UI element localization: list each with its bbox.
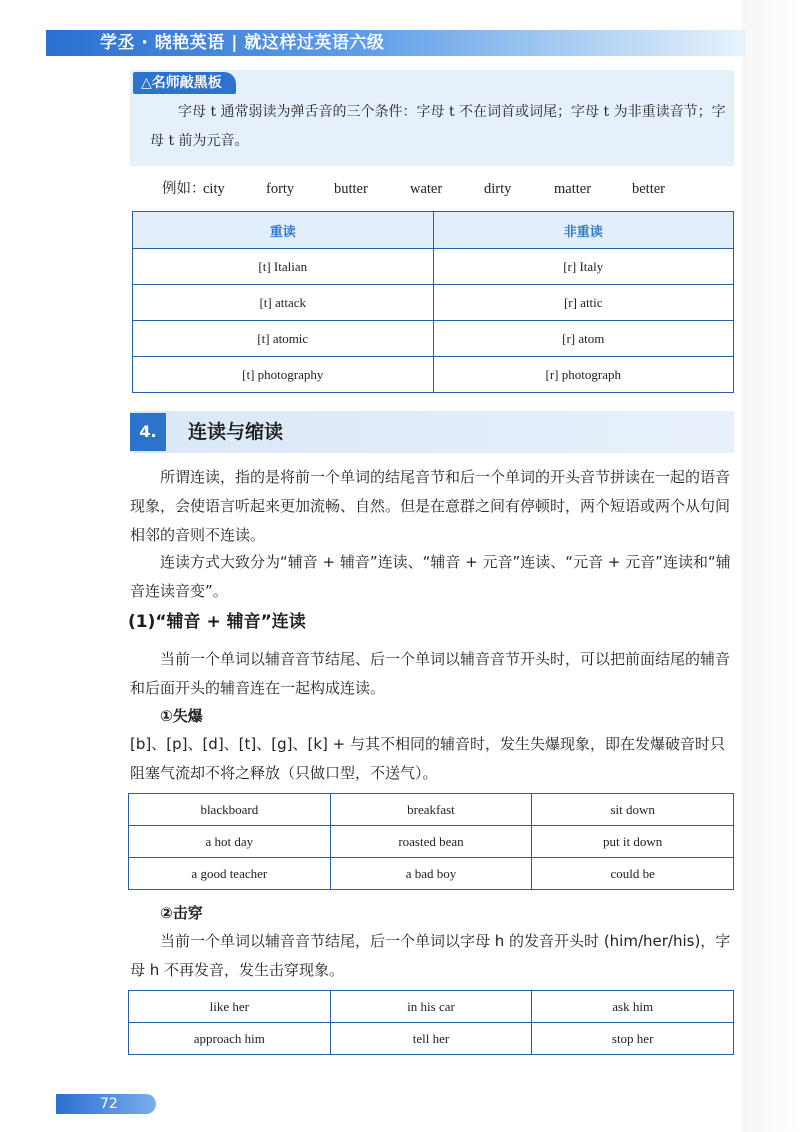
mini-heading-loss: ①失爆 <box>160 707 203 725</box>
table-cell: [r] photograph <box>433 357 734 393</box>
loss-of-plosion-table <box>128 793 734 890</box>
table-cell: [t] atomic <box>133 321 434 357</box>
table-cell: stop her <box>532 1023 734 1055</box>
example-word: butter <box>334 181 368 197</box>
paragraph-loss: [b]、[p]、[d]、[t]、[g]、[k] + 与其不相同的辅音时，发生失爆现象，即在发爆破音时只阻塞气流却不将之释放（只做口型，不送气）。 <box>130 735 725 782</box>
page-edge <box>742 0 800 1132</box>
table-cell: tell her <box>330 1023 532 1055</box>
table-cell: [r] Italy <box>433 249 734 285</box>
example-word: dirty <box>484 181 512 197</box>
table-cell: roasted bean <box>330 826 532 858</box>
table-cell: could be <box>532 858 734 890</box>
example-word: water <box>410 181 443 197</box>
page-number: 72 <box>100 1096 118 1112</box>
table-header-cell: 非重读 <box>433 212 734 249</box>
paragraph-h: 当前一个单词以辅音音节结尾，后一个单词以字母 h 的发音开头时 (him/her/his)，字母 h 不再发音，发生击穿现象。 <box>130 932 731 979</box>
example-label: 例如： <box>162 181 206 197</box>
tip-badge: △名师敲黑板 <box>133 72 236 94</box>
table-cell: a bad boy <box>330 858 532 890</box>
table-cell: [t] photography <box>133 357 434 393</box>
table-cell: put it down <box>532 826 734 858</box>
example-word: better <box>632 181 666 197</box>
h-elision-table <box>128 990 734 1055</box>
table-row <box>129 1023 734 1055</box>
table-cell: blackboard <box>129 794 331 826</box>
table-cell: approach him <box>129 1023 331 1055</box>
table-row <box>133 357 734 393</box>
paragraph-consonant: 当前一个单词以辅音音节结尾、后一个单词以辅音音节开头时，可以把前面结尾的辅音和后面开头的辅音连在一起构成连读。 <box>130 650 731 697</box>
table-cell: breakfast <box>330 794 532 826</box>
table-row <box>129 794 734 826</box>
table-cell: a hot day <box>129 826 331 858</box>
table-row <box>133 321 734 357</box>
table-row <box>133 285 734 321</box>
paragraph-intro: 所谓连读，指的是将前一个单词的结尾音节和后一个单词的开头音节拼读在一起的语音现象，会使语言听起来更加流畅、自然。但是在意群之间有停顿时，两个短语或两个从句间相邻的音则不连读。 <box>130 468 731 544</box>
table-row <box>129 826 734 858</box>
table-cell: [r] atom <box>433 321 734 357</box>
stress-table <box>132 211 734 393</box>
table-header-cell: 重读 <box>133 212 434 249</box>
mini-heading-h: ②击穿 <box>160 904 203 922</box>
header-title: 学丞 · 晓艳英语 | 就这样过英语六级 <box>100 33 385 53</box>
table-row <box>129 991 734 1023</box>
table-header-row <box>133 212 734 249</box>
table-cell: [t] attack <box>133 285 434 321</box>
table-cell: sit down <box>532 794 734 826</box>
paragraph-types: 连读方式大致分为“辅音 + 辅音”连读、“辅音 + 元音”连读、“元音 + 元音”连读和“辅音连读音变”。 <box>130 553 731 600</box>
table-cell: a good teacher <box>129 858 331 890</box>
table-cell: in his car <box>330 991 532 1023</box>
tip-text: 字母 t 通常弱读为弹舌音的三个条件：字母 t 不在词首或词尾；字母 t 为非重读音节；字母 t 前为元音。 <box>150 104 726 149</box>
table-cell: like her <box>129 991 331 1023</box>
table-cell: [t] Italian <box>133 249 434 285</box>
section-title: 连读与缩读 <box>188 421 284 443</box>
table-row <box>133 249 734 285</box>
example-word: city <box>203 181 225 197</box>
table-cell: [r] attic <box>433 285 734 321</box>
example-word: matter <box>554 181 592 197</box>
section-number: 4. <box>130 413 166 451</box>
example-word: forty <box>266 181 295 197</box>
table-row <box>129 858 734 890</box>
table-cell: ask him <box>532 991 734 1023</box>
subsection-heading: (1)“辅音 + 辅音”连读 <box>128 612 306 632</box>
